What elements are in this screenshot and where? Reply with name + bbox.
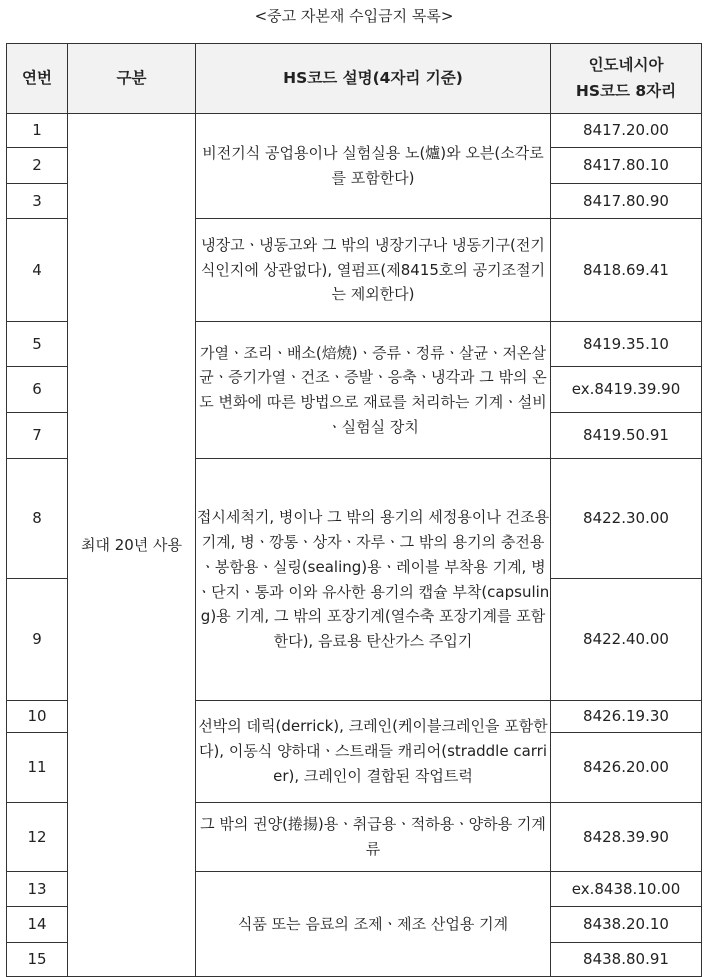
row-number: 1 [7, 114, 68, 148]
header-row [7, 44, 702, 114]
header-code [551, 44, 702, 114]
hs-code: 8419.50.91 [551, 413, 702, 459]
row-number: 11 [7, 733, 68, 803]
description-cell: 식품 또는 음료의 조제ㆍ제조 산업용 기계 [196, 872, 551, 977]
row-number: 3 [7, 184, 68, 219]
row-number: 7 [7, 413, 68, 459]
hs-code: ex.8419.39.90 [551, 367, 702, 413]
row-number: 2 [7, 148, 68, 184]
hs-code: 8426.20.00 [551, 733, 702, 803]
description-cell: 냉장고ㆍ냉동고와 그 밖의 냉장기구나 냉동기구(전기식인지에 상관없다), 열펌프(제8415호의 공기조절기는 제외한다) [196, 219, 551, 322]
header-no: 연번 [7, 44, 68, 114]
description-cell: 비전기식 공업용이나 실험실용 노(爐)와 오븐(소각로를 포함한다) [196, 114, 551, 219]
row-number: 14 [7, 907, 68, 943]
description-cell: 그 밖의 권양(捲揚)용ㆍ취급용ㆍ적하용ㆍ양하용 기계류 [196, 803, 551, 872]
description-cell: 가열ㆍ조리ㆍ배소(焙燒)ㆍ증류ㆍ정류ㆍ살균ㆍ저온살균ㆍ증기가열ㆍ건조ㆍ증발ㆍ응축ㆍ냉각과 그 밖의 온도 변화에 따른 방법으로 재료를 처리하는 기계ㆍ설비ㆍ실험실 장치 [196, 322, 551, 459]
header-code-line2: HS코드 8자리 [575, 81, 677, 100]
hs-code: 8417.80.90 [551, 184, 702, 219]
hs-code: 8426.19.30 [551, 701, 702, 733]
hs-code: 8428.39.90 [551, 803, 702, 872]
hs-code: 8419.35.10 [551, 322, 702, 367]
hs-code: 8417.80.10 [551, 148, 702, 184]
import-ban-table [6, 43, 702, 977]
description-cell: 선박의 데릭(derrick), 크레인(케이블크레인을 포함한다), 이동식 양하대ㆍ스트래들 캐리어(straddle carrier), 크레인이 결합된 작업트럭 [196, 701, 551, 803]
header-category: 구분 [68, 44, 196, 114]
row-number: 15 [7, 943, 68, 977]
row-number: 10 [7, 701, 68, 733]
hs-code: 8422.30.00 [551, 459, 702, 579]
table-caption: <중고 자본재 수입금지 목록> [254, 7, 454, 25]
row-number: 13 [7, 872, 68, 907]
row-number: 4 [7, 219, 68, 322]
row-number: 8 [7, 459, 68, 579]
hs-code: 8438.80.91 [551, 943, 702, 977]
hs-code: 8417.20.00 [551, 114, 702, 148]
hs-code: 8438.20.10 [551, 907, 702, 943]
row-number: 5 [7, 322, 68, 367]
category-cell: 최대 20년 사용 [68, 114, 196, 977]
hs-code: 8418.69.41 [551, 219, 702, 322]
hs-code: 8422.40.00 [551, 579, 702, 701]
description-cell: 접시세척기, 병이나 그 밖의 용기의 세정용이나 건조용 기계, 병ㆍ깡통ㆍ상자ㆍ자루ㆍ그 밖의 용기의 충전용ㆍ봉함용ㆍ실링(sealing)용ㆍ레이블 부착용 기계, 병ㆍ단지ㆍ통과 이와 유사한 용기의 캡슐 부착(capsuling)용 기계, 그 밖의 포장기계(열수축 포장기계를 포함한다), 음료용 탄산가스 주입기 [196, 459, 551, 701]
row-number: 12 [7, 803, 68, 872]
header-description: HS코드 설명(4자리 기준) [196, 44, 551, 114]
hs-code: ex.8438.10.00 [551, 872, 702, 907]
table-row [7, 114, 702, 148]
header-code-line1: 인도네시아 [588, 55, 664, 74]
row-number: 9 [7, 579, 68, 701]
row-number: 6 [7, 367, 68, 413]
